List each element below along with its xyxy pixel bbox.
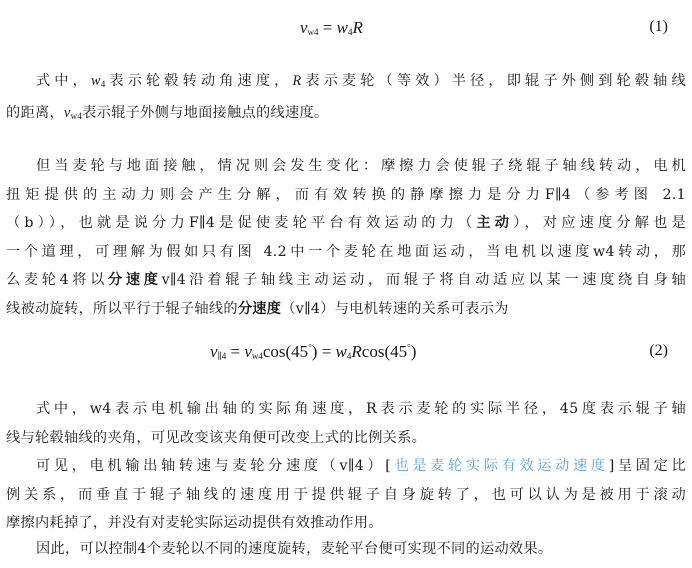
paragraph-3-line-1: 式中，w4表示电机输出轴的实际角速度，R表示麦轮的实际半径，45度表示辊子轴 — [36, 401, 686, 417]
equation-2-formula: $v_{\parallel 4} = v_{w4}\cos(45^\circ) = w_4Rcos(45^\circ)$ — [210, 342, 417, 361]
equation-1 — [0, 14, 692, 44]
paragraph-3-line-2: 线与轮毂轴线的夹角，可见改变该夹角便可改变上式的比例关系。 — [6, 429, 427, 446]
paragraph-2-line-3: （b）），也就是说分力F∥4是促使麦轮平台有效运动的力（主动），对应速度分解也是 — [6, 215, 686, 231]
paragraph-4-line-3: 摩擦内耗掉了，并没有对麦轮实际运动提供有效推动作用。 — [6, 515, 383, 531]
equation-2 — [0, 338, 692, 368]
paragraph-5-line-1: 因此，可以控制4个麦轮以不同的速度旋转，麦轮平台便可实现不同的运动效果。 — [36, 541, 553, 557]
paragraph-2-line-2: 扭矩提供的主动力则会产生分解，而有效转换的静摩擦力是分力F∥4（参考图 2.1 — [6, 186, 686, 203]
paragraph-4 — [6, 452, 686, 538]
equation-1-formula: $v_{w4} = w_4R$ — [300, 18, 363, 37]
paragraph-2-line-6: 线被动旋转，所以平行于辊子轴线的分速度（v∥4）与电机转速的关系可表示为 — [6, 300, 509, 317]
equation-1-number: (1) — [649, 18, 668, 35]
R-symbol: R — [292, 73, 302, 89]
emphasis-active: 主动 — [476, 215, 514, 231]
emphasis-component-velocity-2: 分速度 — [237, 300, 282, 317]
paragraph-5 — [6, 535, 686, 564]
paragraph-4-line-1: 可见，电机输出轴转速与麦轮分速度（v∥4）[也是麦轮实际有效运动速度]呈固定比 — [36, 458, 686, 474]
paragraph-2-line-4: 一个道理，可理解为假如只有图 4.2中一个麦轮在地面运动，当电机以速度w4转动，那 — [6, 243, 686, 260]
paragraph-1 — [6, 67, 686, 130]
vw4-symbol: $v_{w4}$ — [63, 104, 83, 121]
equation-2-number: (2) — [649, 342, 668, 359]
paragraph-3 — [6, 395, 686, 452]
highlight-effective-velocity: 也是麦轮实际有效运动速度 — [391, 458, 609, 474]
w4-symbol: $w_4$ — [90, 73, 106, 89]
paragraph-4-line-2: 例关系，而垂直于辊子轴线的速度用于提供辊子自身旋转了，也可以认为是被用于滚动 — [6, 486, 686, 503]
paragraph-2-line-1: 但当麦轮与地面接触，情况则会发生变化：摩擦力会使辊子绕辊子轴线转动，电机 — [36, 158, 686, 174]
paragraph-2-line-5: 么麦轮4将以分速度v∥4沿着辊子轴线主动运动，而辊子将自动适应以某一速度绕自身轴 — [6, 272, 686, 288]
emphasis-component-velocity: 分速度 — [107, 272, 162, 288]
paragraph-1-line-2: 的距离，$v_{w4}$表示辊子外侧与地面接触点的线速度。 — [6, 104, 329, 121]
paragraph-1-line-1: 式中，$w_4$表示轮毂转动角速度，R表示麦轮（等效）半径，即辊子外侧到轮毂轴线 — [36, 73, 686, 89]
paragraph-2 — [6, 152, 686, 323]
